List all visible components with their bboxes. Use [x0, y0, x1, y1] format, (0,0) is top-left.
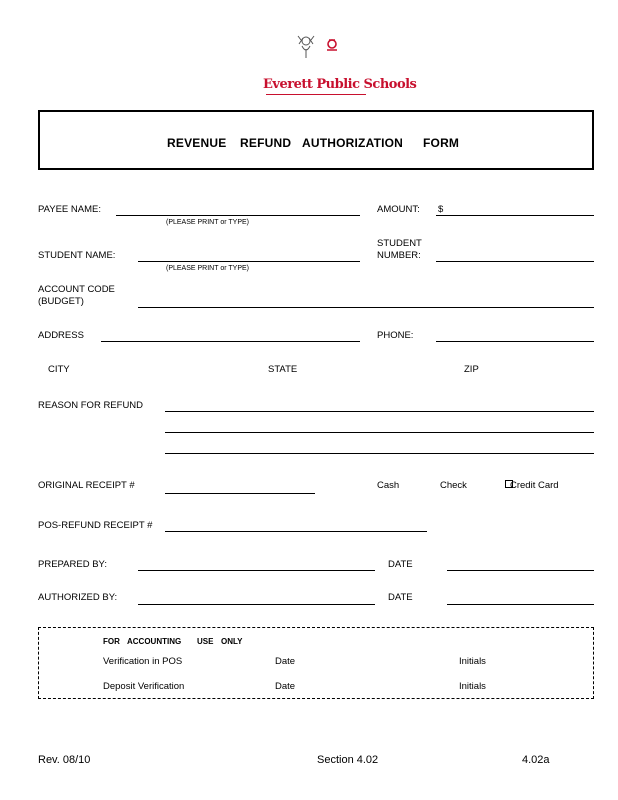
accounting-heading-accounting: ACCOUNTING: [127, 637, 182, 646]
check-option[interactable]: Check: [440, 480, 467, 491]
deposit-verification-initials-label: Initials: [459, 681, 486, 692]
district-logo: [294, 32, 342, 62]
reason-label: REASON FOR REFUND: [38, 400, 144, 411]
deposit-verification-date-label: Date: [275, 681, 296, 692]
form-title-box: [38, 110, 594, 170]
deposit-verification-label: Deposit Verification: [103, 681, 185, 692]
cash-option[interactable]: Cash: [377, 480, 400, 491]
authorized-date-field[interactable]: [447, 604, 594, 605]
accounting-heading-use: USE: [197, 637, 214, 646]
payee-name-hint: (PLEASE PRINT or TYPE): [166, 219, 249, 226]
student-number-label-line2: NUMBER:: [377, 250, 421, 261]
authorized-by-label: AUTHORIZED BY:: [38, 592, 118, 603]
phone-label: PHONE:: [377, 330, 414, 341]
city-label: CITY: [48, 364, 70, 375]
title-word-authorization: AUTHORIZATION: [302, 136, 404, 150]
verification-pos-label: Verification in POS: [103, 656, 183, 667]
dollar-sign: $: [438, 204, 444, 215]
prepared-by-field[interactable]: [138, 570, 375, 571]
prepared-by-label: PREPARED BY:: [38, 559, 107, 570]
student-name-hint: (PLEASE PRINT or TYPE): [166, 265, 249, 272]
accounting-use-box: [38, 627, 594, 699]
accounting-heading-only: ONLY: [221, 637, 243, 646]
prepared-date-field[interactable]: [447, 570, 594, 571]
logo-underline: [266, 94, 366, 95]
payee-name-field[interactable]: [116, 215, 360, 216]
zip-label: ZIP: [464, 364, 479, 375]
footer-section: Section 4.02: [317, 754, 379, 766]
address-label: ADDRESS: [38, 330, 84, 341]
phone-field[interactable]: [436, 341, 594, 342]
authorized-by-field[interactable]: [138, 604, 375, 605]
payee-name-label: PAYEE NAME:: [38, 204, 101, 215]
address-field[interactable]: [101, 341, 360, 342]
student-number-label-line1: STUDENT: [377, 238, 422, 249]
account-code-label-line1: ACCOUNT CODE: [38, 284, 115, 295]
logo-figures-icon: [294, 32, 342, 62]
footer-revision: Rev. 08/10: [38, 754, 91, 766]
state-label: STATE: [268, 364, 298, 375]
original-receipt-label: ORIGINAL RECEIPT #: [38, 480, 135, 491]
student-number-field[interactable]: [436, 261, 594, 262]
verification-pos-date-label: Date: [275, 656, 296, 667]
reason-field-line-3[interactable]: [165, 453, 594, 454]
student-name-field[interactable]: [138, 261, 360, 262]
title-word-form: FORM: [423, 136, 460, 150]
prepared-date-label: DATE: [388, 559, 413, 570]
account-code-label-line2: (BUDGET): [38, 296, 84, 307]
authorized-date-label: DATE: [388, 592, 413, 603]
student-name-label: STUDENT NAME:: [38, 250, 116, 261]
amount-field[interactable]: [436, 215, 594, 216]
title-word-refund: REFUND: [240, 136, 292, 150]
original-receipt-field[interactable]: [165, 493, 315, 494]
verification-pos-initials-label: Initials: [459, 656, 486, 667]
amount-label: AMOUNT:: [377, 204, 420, 215]
account-code-field[interactable]: [138, 307, 594, 308]
credit-card-option[interactable]: Credit Card: [510, 480, 559, 491]
accounting-heading-for: FOR: [103, 637, 120, 646]
district-name: Everett Public Schools: [263, 77, 417, 92]
pos-refund-receipt-field[interactable]: [165, 531, 427, 532]
pos-refund-receipt-label: POS-REFUND RECEIPT #: [38, 520, 153, 531]
reason-field-line-1[interactable]: [165, 411, 594, 412]
reason-field-line-2[interactable]: [165, 432, 594, 433]
footer-form-code: 4.02a: [522, 754, 550, 766]
title-word-revenue: REVENUE: [167, 136, 227, 150]
